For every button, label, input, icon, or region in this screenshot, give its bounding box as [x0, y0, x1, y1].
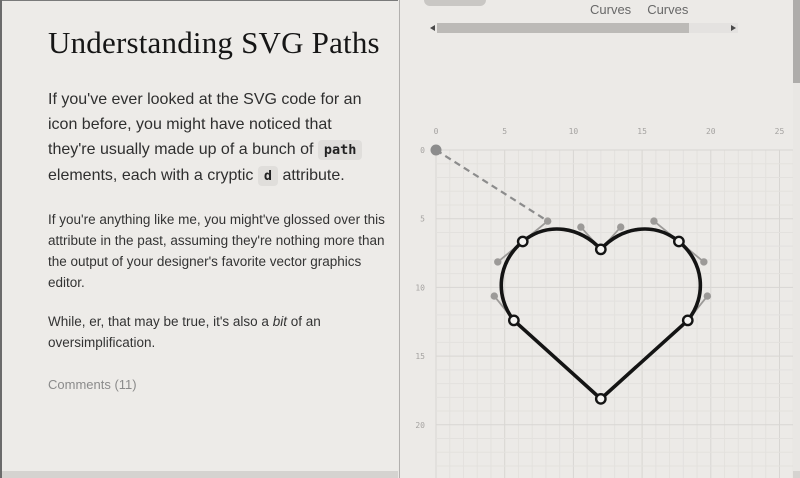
control-point[interactable]: [700, 258, 707, 265]
anchor-point[interactable]: [596, 394, 605, 403]
nav-link-curves-1[interactable]: Curves: [590, 2, 632, 17]
x-axis-tick-label: 5: [502, 127, 508, 136]
paragraph-intro-text-2: elements, each with a cryptic: [48, 167, 258, 184]
control-point[interactable]: [491, 292, 498, 299]
x-axis-tick-label: 0: [433, 127, 439, 136]
page-scrollbar-thumb[interactable]: [793, 0, 800, 83]
section-nav: [590, 2, 688, 17]
scroll-left-arrow-icon[interactable]: [430, 25, 435, 31]
article-content: [2, 1, 398, 392]
control-point[interactable]: [544, 217, 551, 224]
panel-divider: [399, 0, 400, 478]
anchor-point[interactable]: [596, 245, 605, 254]
control-point[interactable]: [577, 223, 584, 230]
paragraph-oversimplification: [48, 311, 398, 353]
origin-point[interactable]: [431, 145, 442, 156]
paragraph-oversimplification-text: While, er, that may be true, it's also a: [48, 314, 273, 329]
anchor-point[interactable]: [518, 237, 527, 246]
inline-code-path: path: [318, 140, 363, 160]
comments-link[interactable]: Comments (11): [48, 377, 137, 392]
x-axis-tick-label: 20: [705, 127, 716, 136]
horizontal-scrollbar-thumb[interactable]: [437, 23, 689, 33]
control-point[interactable]: [617, 223, 624, 230]
paragraph-intro-text: If you've ever looked at the SVG code for an icon before, you might have noticed that they're usually made up of a bunch of: [48, 91, 362, 158]
article-panel: [2, 0, 398, 478]
y-axis-tick-label: 0: [420, 146, 425, 155]
anchor-point[interactable]: [674, 237, 683, 246]
y-axis-tick-label: 15: [415, 352, 425, 362]
x-axis-tick-label: 15: [637, 127, 647, 136]
path-editor-canvas[interactable]: [401, 0, 800, 478]
scroll-right-arrow-icon[interactable]: [731, 25, 736, 31]
paragraph-intro: [48, 87, 380, 189]
control-point[interactable]: [650, 217, 657, 224]
page-scrollbar-corner: [793, 471, 800, 478]
horizontal-scrollbar[interactable]: [437, 23, 738, 33]
paragraph-intro-text-3: attribute.: [278, 167, 345, 184]
editor-panel: [401, 0, 800, 478]
partial-button[interactable]: [424, 0, 486, 6]
inline-code-d: d: [258, 166, 278, 186]
control-point[interactable]: [704, 292, 711, 299]
anchor-point[interactable]: [683, 316, 692, 325]
page-scrollbar[interactable]: [793, 0, 800, 478]
dashed-control-line: [436, 150, 548, 221]
paragraph-oversimplification-text-2: of an oversimplification.: [48, 314, 321, 350]
anchor-point[interactable]: [509, 316, 518, 325]
left-panel-bottom-strip: [2, 471, 398, 478]
x-axis-tick-label: 10: [568, 127, 579, 136]
paragraph-glossed: If you're anything like me, you might've glossed over this attribute in the past, assuming they're nothing more than the output of your designer's favorite vector graphics editor.: [48, 212, 385, 290]
y-axis-tick-label: 20: [415, 420, 425, 430]
nav-link-curves-2[interactable]: Curves: [647, 2, 689, 17]
y-axis-tick-label: 10: [415, 283, 425, 293]
page-title: Understanding SVG Paths: [48, 25, 380, 60]
y-axis-tick-label: 5: [420, 214, 425, 224]
control-point[interactable]: [494, 258, 501, 265]
x-axis-tick-label: 25: [774, 127, 785, 136]
emphasis-bit: bit: [272, 314, 287, 329]
